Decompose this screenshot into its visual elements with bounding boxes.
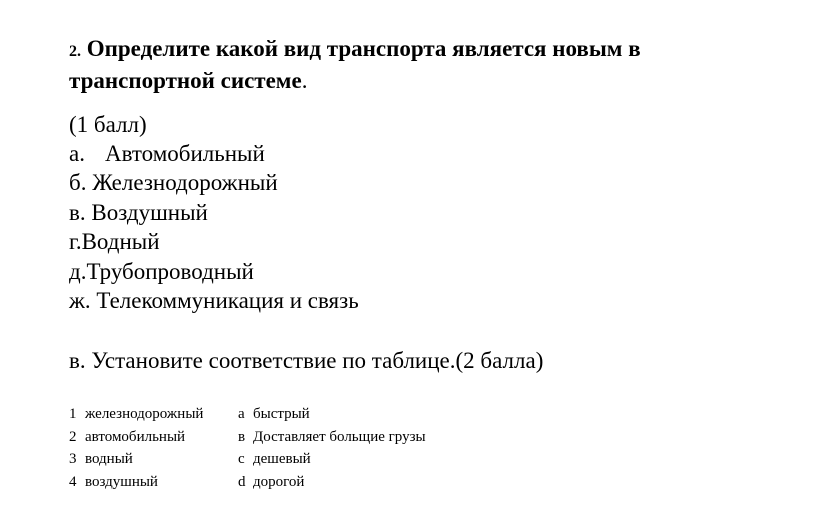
question-number: 2. bbox=[69, 43, 81, 60]
transport-type: воздушный bbox=[85, 473, 158, 490]
score-label: (1 балл) bbox=[69, 112, 147, 137]
transport-type: автомобильный bbox=[85, 428, 186, 445]
question-heading bbox=[69, 34, 769, 95]
option-b: б. Железнодорожный bbox=[69, 170, 278, 196]
option-zh: ж. Телекоммуникация и связь bbox=[69, 288, 359, 314]
table-row bbox=[69, 403, 426, 426]
table-row bbox=[69, 471, 426, 494]
option-a-text: Автомобильный bbox=[105, 141, 265, 166]
transport-property: быстрый bbox=[253, 406, 310, 422]
option-v: в. Воздушный bbox=[69, 199, 208, 225]
answer-options bbox=[69, 139, 359, 315]
transport-property: дешевый bbox=[253, 451, 311, 467]
transport-property: дорогой bbox=[253, 473, 305, 490]
row-number: 1 bbox=[69, 406, 77, 422]
table-row bbox=[69, 448, 426, 471]
row-number: 3 bbox=[69, 451, 77, 467]
task-b-heading: в. Установите соответствие по таблице.(2 балла) bbox=[69, 348, 544, 373]
row-letter: а bbox=[238, 406, 245, 422]
row-letter: в bbox=[238, 428, 246, 445]
transport-type: железнодорожный bbox=[85, 406, 204, 422]
transport-type: водный bbox=[85, 451, 133, 467]
option-d: д.Трубопроводный bbox=[69, 258, 254, 284]
row-letter: с bbox=[238, 451, 245, 467]
transport-property: Доставляет больщие грузы bbox=[253, 428, 426, 445]
option-a-marker: а. bbox=[69, 141, 85, 166]
option-a bbox=[69, 139, 359, 168]
question-end-punctuation: . bbox=[301, 68, 308, 93]
matching-table bbox=[69, 403, 426, 493]
row-number: 4 bbox=[69, 473, 77, 490]
table-row bbox=[69, 426, 426, 449]
option-g: г.Водный bbox=[69, 229, 160, 255]
row-letter: d bbox=[238, 473, 246, 490]
question-text: Определите какой вид транспорта является новым в транспортной системе bbox=[69, 36, 641, 93]
row-number: 2 bbox=[69, 428, 77, 445]
